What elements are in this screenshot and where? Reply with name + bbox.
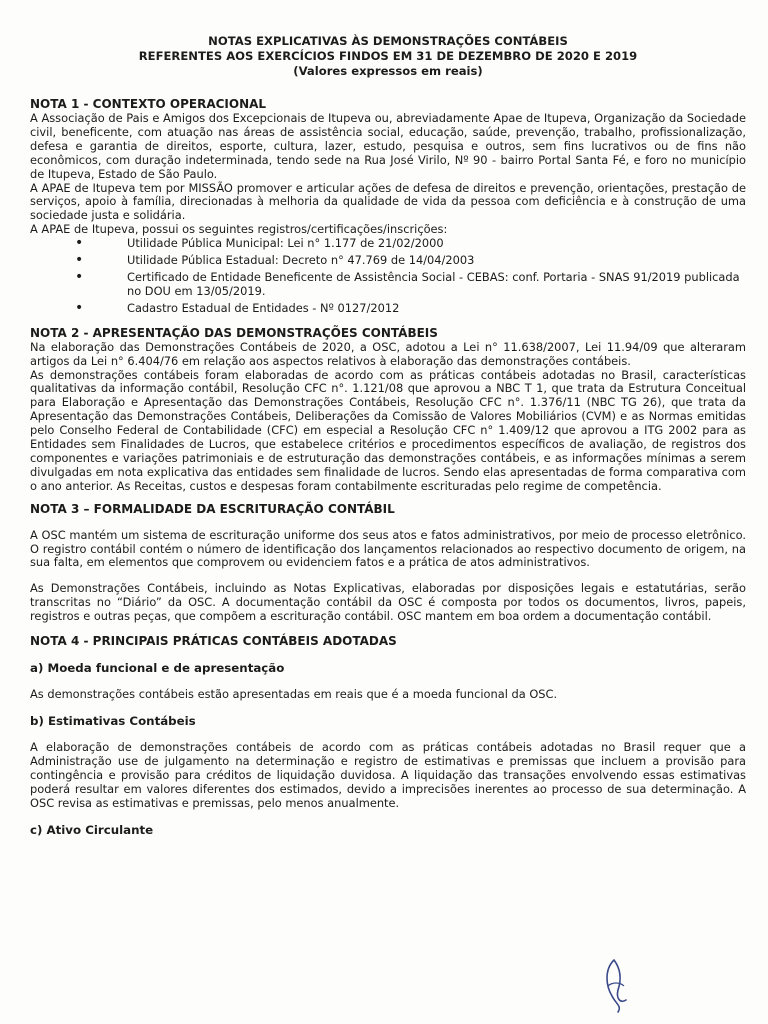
nota-3-section: [30, 502, 746, 624]
nota-1-paragraph-3: A APAE de Itupeva, possui os seguintes registros/certificações/inscrições:: [30, 222, 448, 237]
nota-4-c-heading: c) Ativo Circulante: [30, 822, 154, 837]
nota-3-heading: NOTA 3 – FORMALIDADE DA ESCRITURAÇÃO CONTÁBIL: [30, 501, 395, 516]
nota-4-a-heading: a) Moeda funcional e de apresentação: [30, 661, 285, 676]
list-item: • Utilidade Pública Estadual: Decreto n° 47.769 de 14/04/2003: [75, 254, 746, 268]
handwritten-signature: [596, 956, 636, 1016]
title-line-1: NOTAS EXPLICATIVAS ÀS DEMONSTRAÇÕES CONTÁBEIS: [208, 34, 568, 48]
nota-2-section: [30, 326, 746, 494]
list-item: • Certificado de Entidade Beneficente de Assistência Social - CEBAS: conf. Portaria - SNAS 91/2019 publicada no DOU em 13/05/2019.: [75, 271, 746, 299]
nota-1-paragraph-2: A APAE de Itupeva tem por MISSÃO promover e articular ações de defesa de direitos e prevenção, orientações, prestação de serviços, apoio à família, direcionadas à melhoria da qualidade de vida da pessoa com deficiência e à construção de uma sociedade justa e solidária.: [30, 180, 746, 223]
title-line-3: (Valores expressos em reais): [293, 64, 483, 78]
nota-4-b-text: A elaboração de demonstrações contábeis de acordo com as práticas contábeis adotadas no Brasil requer que a Administração use de julgamento na determinação e registro de estimativas e premissas que incluem a provisão para contingência e provisão para créditos de liquidação duvidosa. A liquidação das transações envolvendo essas estimativas poderá resultar em valores diferentes dos estimados, devido a imprecisões inerentes ao processo de sua determinação. A OSC revisa as estimativas e premissas, pelo menos anualmente.: [30, 740, 746, 810]
nota-2-paragraph-2: As demonstrações contábeis foram elaboradas de acordo com as práticas contábeis adotadas no Brasil, características qualitativas da informação contábil, Resolução CFC n°. 1.121/08 que aprovou a NBC T 1, que trata da Estrutura Conceitual para Elaboração e Apresentação das Demonstrações Contábeis, Resolução CFC n°. 1.376/11 (NBC TG 26), que trata da Apresentação das Demonstrações Contábeis, Deliberações da Comissão de Valores Mobiliários (CVM) e as Normas emitidas pelo Conselho Federal de Contabilidade (CFC) em especial a Resolução CFC n° 1.409/12 que aprovou a ITG 2002 para as Entidades sem Finalidades de Lucros, que estabelece critérios e procedimentos específicos de avaliação, de registros dos componentes e variações patrimoniais e de estruturação das demonstrações contábeis, e as informações mínimas a serem divulgadas em nota explicativa das entidades sem finalidade de lucros. Sendo elas apresentadas de forma comparativa com o ano anterior. As Receitas, custos e despesas foram contabilmente escrituradas pelo regime de competência.: [30, 367, 746, 493]
nota-4-section: [30, 634, 746, 837]
document-title: [30, 34, 746, 79]
nota-2-heading: NOTA 2 - APRESENTAÇÃO DAS DEMONSTRAÇÕES CONTÁBEIS: [30, 325, 438, 340]
title-line-2: REFERENTES AOS EXERCÍCIOS FINDOS EM 31 DE DEZEMBRO DE 2020 E 2019: [138, 49, 638, 63]
nota-1-section: [30, 97, 746, 316]
nota-3-paragraph-1: A OSC mantém um sistema de escrituração uniforme dos seus atos e fatos administrativos, por meio de processo eletrônico. O registro contábil contém o número de identificação dos lançamentos relacionados ao respectivo documento de origem, na sua falta, em elementos que comprovem ou evidenciem fatos e a prática de atos administrativos.: [30, 527, 746, 570]
registrations-list: [30, 237, 746, 316]
nota-1-heading: NOTA 1 - CONTEXTO OPERACIONAL: [30, 97, 267, 111]
nota-4-heading: NOTA 4 - PRINCIPAIS PRÁTICAS CONTÁBEIS ADOTADAS: [30, 634, 397, 649]
nota-1-paragraph-1: A Associação de Pais e Amigos dos Excepcionais de Itupeva ou, abreviadamente Apae de Itupeva, Organização da Sociedade civil, beneficente, com atuação nas áreas de assistência social, educação, saúde, prevenção, trabalho, profissionalização, defesa e garantia de direitos, esporte, cultura, lazer, estudo, pesquisa e outros, sem fins lucrativos ou de fins não econômicos, com duração indeterminada, tendo sede na Rua José Virilo, Nº 90 - bairro Portal Santa Fé, e foro no município de Itupeva, Estado de São Paulo.: [30, 111, 746, 181]
nota-4-b-heading: b) Estimativas Contábeis: [30, 714, 196, 728]
list-item: • Cadastro Estadual de Entidades - Nº 0127/2012: [75, 302, 746, 316]
nota-2-paragraph-1: Na elaboração das Demonstrações Contábeis de 2020, a OSC, adotou a Lei n° 11.638/2007, Lei 11.94/09 que alteraram artigos da Lei n° 6.404/76 em relação aos aspectos relativos à elaboração das demonstrações contábeis.: [30, 339, 746, 368]
list-item: • Utilidade Pública Municipal: Lei n° 1.177 de 21/02/2000: [75, 237, 746, 251]
nota-4-a-text: As demonstrações contábeis estão apresentadas em reais que é a moeda funcional da OSC.: [30, 687, 558, 702]
nota-3-paragraph-2: As Demonstrações Contábeis, incluindo as Notas Explicativas, elaboradas por disposições legais e estatutárias, serão transcritas no “Diário” da OSC. A documentação contábil da OSC é composta por todos os documentos, livros, papeis, registros e outras peças, que compõem a escrituração contábil. OSC mantem em boa ordem a documentação contábil.: [30, 581, 746, 624]
